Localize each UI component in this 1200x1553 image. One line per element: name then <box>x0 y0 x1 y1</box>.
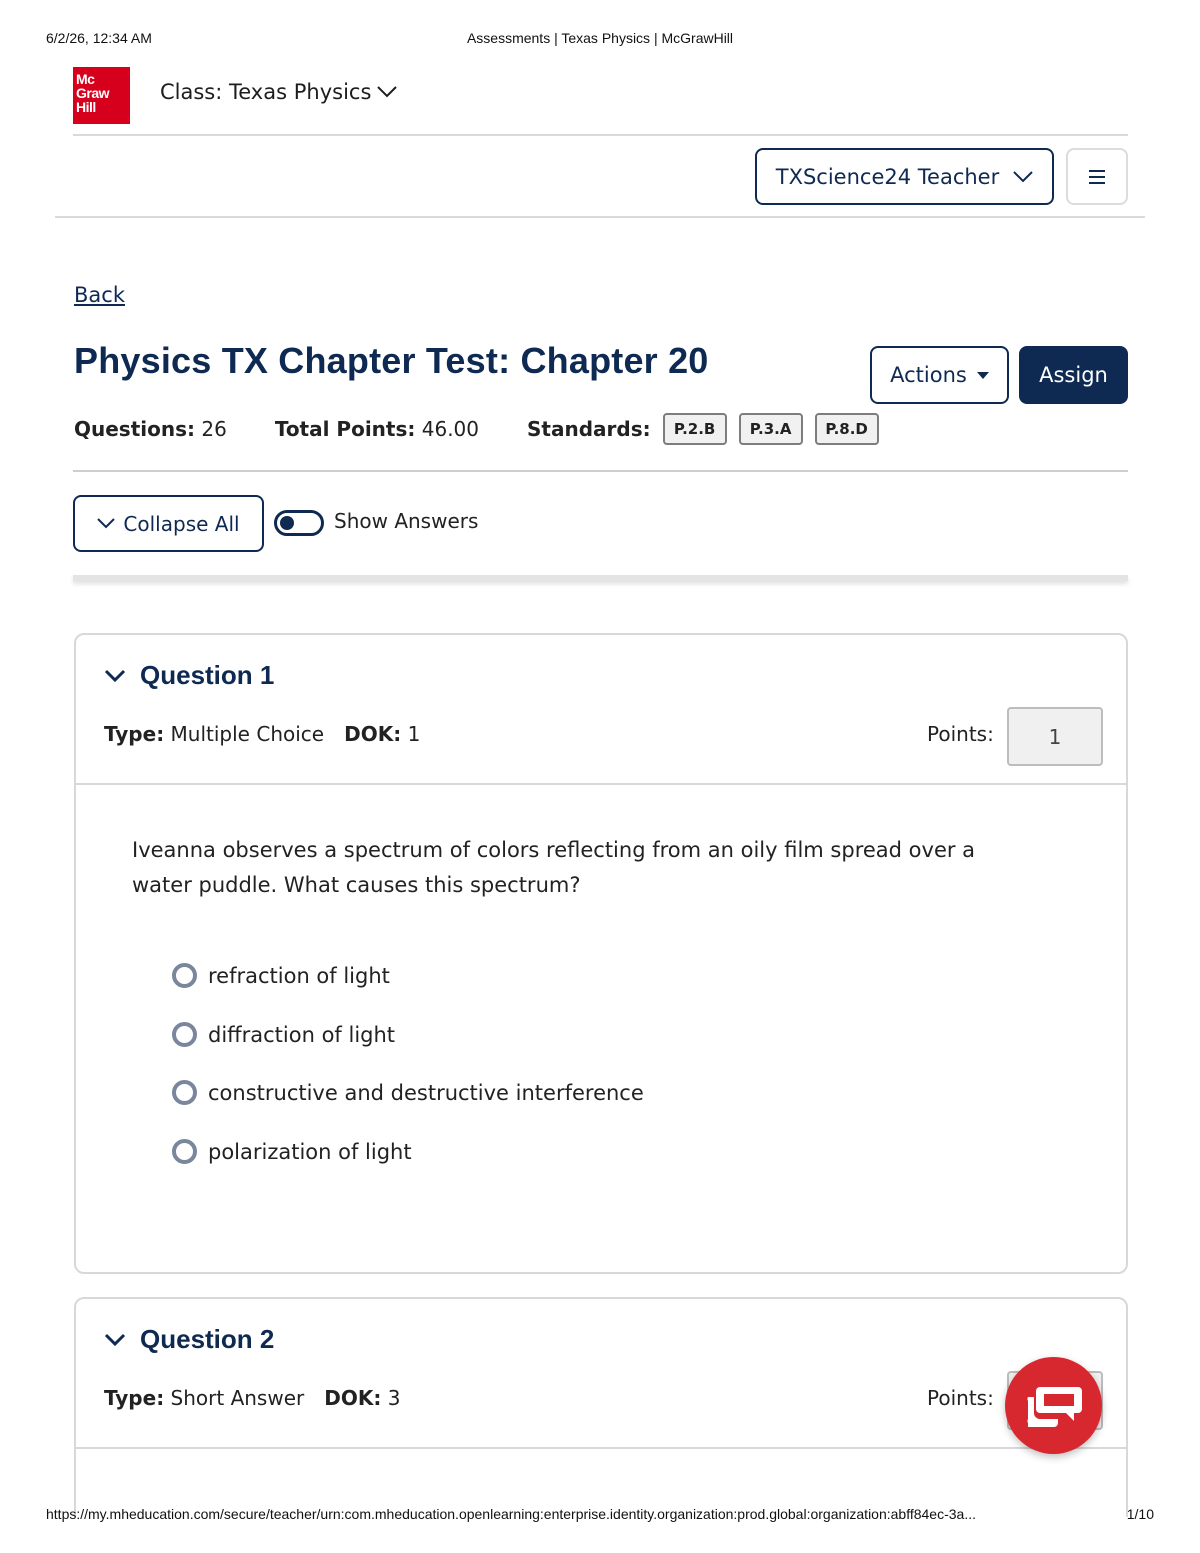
answer-option[interactable] <box>172 963 390 988</box>
standard-badge[interactable]: P.8.D <box>815 413 879 445</box>
question-title: Question 1 <box>140 660 275 690</box>
answer-option[interactable] <box>172 1139 412 1164</box>
assessment-meta <box>74 412 891 446</box>
show-answers-label: Show Answers <box>334 509 479 533</box>
question-header <box>76 635 1126 785</box>
question-meta: Type: Short Answer DOK: 3 <box>104 1386 401 1410</box>
chat-bubbles-icon <box>1024 1383 1084 1429</box>
actions-button[interactable] <box>870 346 1009 404</box>
chevron-down-icon <box>104 1333 126 1346</box>
page-title: Physics TX Chapter Test: Chapter 20 <box>74 340 709 381</box>
question-toggle[interactable] <box>104 1324 274 1355</box>
question-dok: 1 <box>407 722 421 746</box>
print-url: https://my.mheducation.com/secure/teacher/urn:com.mheducation.openlearning:enterprise.identity.organization:prod.global:organization:abff84ec-3a... <box>46 1506 976 1522</box>
print-page-number: 1/10 <box>1126 1506 1154 1522</box>
standards-label: Standards: <box>527 417 651 441</box>
points-label: Points: <box>927 722 994 746</box>
collapse-all-label: Collapse All <box>123 511 240 536</box>
question-title: Question 2 <box>140 1324 275 1354</box>
hamburger-icon <box>1089 170 1105 184</box>
option-label: polarization of light <box>208 1139 412 1164</box>
question-header <box>76 1299 1126 1449</box>
show-answers-toggle[interactable] <box>274 510 324 536</box>
points-field[interactable]: 1 <box>1007 707 1103 766</box>
question-card <box>74 633 1128 1274</box>
question-toggle[interactable] <box>104 660 274 691</box>
chevron-down-icon <box>97 518 115 529</box>
actions-label: Actions <box>890 363 967 387</box>
question-dok: 3 <box>387 1386 401 1410</box>
total-points: Total Points: 46.00 <box>274 417 480 441</box>
print-header <box>46 30 1154 48</box>
caret-down-icon <box>977 372 989 379</box>
class-selector[interactable] <box>160 80 397 104</box>
points-label: Points: <box>927 1386 994 1410</box>
option-label: constructive and destructive interference <box>208 1080 644 1105</box>
chevron-down-icon <box>377 86 397 98</box>
question-type: Short Answer <box>170 1386 305 1410</box>
role-selector-label: TXScience24 Teacher <box>775 164 1000 189</box>
radio-button[interactable] <box>172 963 197 988</box>
print-datetime: 6/2/26, 12:34 AM <box>46 30 152 46</box>
question-type: Multiple Choice <box>170 722 325 746</box>
answer-option[interactable] <box>172 1080 644 1105</box>
chevron-down-icon <box>1013 171 1033 183</box>
logo-line-2: Graw <box>76 85 110 101</box>
radio-button[interactable] <box>172 1139 197 1164</box>
logo-line-3: Hill <box>76 99 96 115</box>
class-selector-label: Class: Texas Physics <box>160 80 372 104</box>
back-link[interactable]: Back <box>74 283 125 307</box>
question-meta: Type: Multiple Choice DOK: 1 <box>104 722 421 746</box>
questions-count: Questions: 26 <box>74 417 227 441</box>
radio-button[interactable] <box>172 1022 197 1047</box>
logo-line-1: Mc <box>76 71 95 87</box>
answer-option[interactable] <box>172 1022 395 1047</box>
chat-support-button[interactable] <box>1005 1357 1102 1454</box>
role-selector[interactable] <box>755 148 1054 205</box>
toolbar-divider <box>55 216 1145 218</box>
standard-badge[interactable]: P.3.A <box>739 413 803 445</box>
option-label: diffraction of light <box>208 1022 396 1047</box>
chevron-down-icon <box>104 669 126 682</box>
option-label: refraction of light <box>208 963 390 988</box>
header-divider <box>73 134 1128 136</box>
print-title: Assessments | Texas Physics | McGrawHill <box>466 30 734 46</box>
toggle-knob <box>280 516 294 530</box>
meta-divider <box>73 470 1128 472</box>
menu-button[interactable] <box>1066 148 1128 205</box>
question-prompt: Iveanna observes a spectrum of colors reflecting from an oily film spread over a water puddle. What causes this spectrum? <box>132 838 976 897</box>
mcgraw-hill-logo[interactable] <box>73 67 130 124</box>
radio-button[interactable] <box>172 1080 197 1105</box>
question-card <box>74 1297 1128 1517</box>
sticky-shadow-divider <box>73 575 1128 581</box>
print-footer <box>46 1506 1154 1524</box>
collapse-all-button[interactable] <box>73 495 264 552</box>
assign-button[interactable]: Assign <box>1019 346 1128 404</box>
standard-badge[interactable]: P.2.B <box>663 413 727 445</box>
